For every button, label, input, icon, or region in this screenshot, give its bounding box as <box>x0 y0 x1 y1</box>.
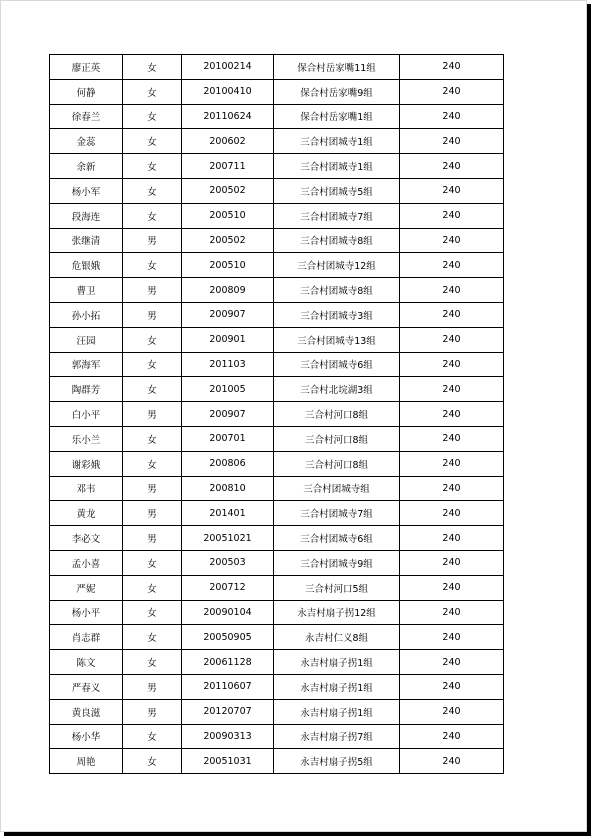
name-cell: 廖正英 <box>50 55 123 80</box>
table-row <box>50 253 504 278</box>
table-row <box>50 278 504 303</box>
gender-cell: 女 <box>123 625 182 650</box>
gender-cell: 女 <box>123 749 182 774</box>
amount-cell: 240 <box>400 203 504 228</box>
date-cell: 200809 <box>182 278 274 303</box>
date-cell: 20090313 <box>182 724 274 749</box>
gender-cell: 女 <box>123 575 182 600</box>
amount-cell: 240 <box>400 699 504 724</box>
gender-cell: 女 <box>123 352 182 377</box>
address-cell: 三合村团城寺1组 <box>274 129 400 154</box>
page-shadow-right <box>587 4 591 836</box>
date-cell: 200502 <box>182 228 274 253</box>
amount-cell: 240 <box>400 550 504 575</box>
name-cell: 陶群芳 <box>50 377 123 402</box>
address-cell: 三合村团城寺9组 <box>274 550 400 575</box>
address-cell: 三合村团城寺5组 <box>274 178 400 203</box>
table-row <box>50 55 504 80</box>
table-row <box>50 650 504 675</box>
date-cell: 200810 <box>182 476 274 501</box>
date-cell: 201401 <box>182 501 274 526</box>
address-cell: 三合村团城寺6组 <box>274 352 400 377</box>
date-cell: 200602 <box>182 129 274 154</box>
name-cell: 邓韦 <box>50 476 123 501</box>
name-cell: 谢彩娥 <box>50 451 123 476</box>
name-cell: 严春义 <box>50 674 123 699</box>
amount-cell: 240 <box>400 129 504 154</box>
gender-cell: 女 <box>123 724 182 749</box>
address-cell: 永吉村扇子拐1组 <box>274 674 400 699</box>
amount-cell: 240 <box>400 526 504 551</box>
amount-cell: 240 <box>400 674 504 699</box>
name-cell: 郭海军 <box>50 352 123 377</box>
table-row <box>50 724 504 749</box>
address-cell: 保合村岳家嘴11组 <box>274 55 400 80</box>
name-cell: 杨小平 <box>50 600 123 625</box>
table-row <box>50 550 504 575</box>
gender-cell: 女 <box>123 129 182 154</box>
name-cell: 李必文 <box>50 526 123 551</box>
address-cell: 三合村河口8组 <box>274 451 400 476</box>
table-row <box>50 79 504 104</box>
date-cell: 20051031 <box>182 749 274 774</box>
address-cell: 三合村团城寺8组 <box>274 278 400 303</box>
gender-cell: 女 <box>123 253 182 278</box>
name-cell: 杨小军 <box>50 178 123 203</box>
date-cell: 200907 <box>182 302 274 327</box>
date-cell: 200907 <box>182 402 274 427</box>
table-row <box>50 327 504 352</box>
address-cell: 三合村团城寺3组 <box>274 302 400 327</box>
table-row <box>50 302 504 327</box>
table-row <box>50 426 504 451</box>
gender-cell: 男 <box>123 278 182 303</box>
address-cell: 三合村团城寺组 <box>274 476 400 501</box>
roster-table <box>49 54 504 774</box>
name-cell: 段海连 <box>50 203 123 228</box>
name-cell: 黄龙 <box>50 501 123 526</box>
gender-cell: 男 <box>123 476 182 501</box>
amount-cell: 240 <box>400 749 504 774</box>
amount-cell: 240 <box>400 327 504 352</box>
date-cell: 20120707 <box>182 699 274 724</box>
address-cell: 保合村岳家嘴9组 <box>274 79 400 104</box>
amount-cell: 240 <box>400 625 504 650</box>
address-cell: 三合村团城寺6组 <box>274 526 400 551</box>
date-cell: 200701 <box>182 426 274 451</box>
date-cell: 200502 <box>182 178 274 203</box>
address-cell: 三合村团城寺1组 <box>274 154 400 179</box>
table-row <box>50 402 504 427</box>
table-row <box>50 451 504 476</box>
amount-cell: 240 <box>400 178 504 203</box>
amount-cell: 240 <box>400 426 504 451</box>
name-cell: 周艳 <box>50 749 123 774</box>
address-cell: 永吉村扇子拐1组 <box>274 699 400 724</box>
name-cell: 徐春兰 <box>50 104 123 129</box>
address-cell: 三合村河口8组 <box>274 426 400 451</box>
address-cell: 三合村团城寺8组 <box>274 228 400 253</box>
table-row <box>50 501 504 526</box>
name-cell: 危银娥 <box>50 253 123 278</box>
name-cell: 黄良滋 <box>50 699 123 724</box>
gender-cell: 女 <box>123 203 182 228</box>
gender-cell: 女 <box>123 327 182 352</box>
address-cell: 永吉村仁义8组 <box>274 625 400 650</box>
amount-cell: 240 <box>400 724 504 749</box>
roster-table-body <box>50 55 504 774</box>
date-cell: 20100410 <box>182 79 274 104</box>
name-cell: 白小平 <box>50 402 123 427</box>
gender-cell: 男 <box>123 302 182 327</box>
gender-cell: 女 <box>123 377 182 402</box>
address-cell: 三合村团城寺12组 <box>274 253 400 278</box>
name-cell: 杨小华 <box>50 724 123 749</box>
name-cell: 肖志群 <box>50 625 123 650</box>
name-cell: 余新 <box>50 154 123 179</box>
date-cell: 20090104 <box>182 600 274 625</box>
amount-cell: 240 <box>400 650 504 675</box>
name-cell: 孙小拓 <box>50 302 123 327</box>
date-cell: 200712 <box>182 575 274 600</box>
amount-cell: 240 <box>400 352 504 377</box>
amount-cell: 240 <box>400 278 504 303</box>
gender-cell: 男 <box>123 402 182 427</box>
amount-cell: 240 <box>400 377 504 402</box>
amount-cell: 240 <box>400 79 504 104</box>
date-cell: 20051021 <box>182 526 274 551</box>
address-cell: 保合村岳家嘴1组 <box>274 104 400 129</box>
table-row <box>50 674 504 699</box>
date-cell: 200901 <box>182 327 274 352</box>
name-cell: 金蕊 <box>50 129 123 154</box>
name-cell: 汪园 <box>50 327 123 352</box>
gender-cell: 女 <box>123 426 182 451</box>
name-cell: 孟小喜 <box>50 550 123 575</box>
amount-cell: 240 <box>400 104 504 129</box>
date-cell: 20061128 <box>182 650 274 675</box>
date-cell: 200510 <box>182 203 274 228</box>
table-row <box>50 476 504 501</box>
table-row <box>50 203 504 228</box>
date-cell: 20110607 <box>182 674 274 699</box>
gender-cell: 男 <box>123 526 182 551</box>
gender-cell: 女 <box>123 104 182 129</box>
gender-cell: 男 <box>123 699 182 724</box>
address-cell: 永吉村扇子拐1组 <box>274 650 400 675</box>
date-cell: 200711 <box>182 154 274 179</box>
amount-cell: 240 <box>400 575 504 600</box>
amount-cell: 240 <box>400 228 504 253</box>
date-cell: 20100214 <box>182 55 274 80</box>
gender-cell: 女 <box>123 451 182 476</box>
gender-cell: 女 <box>123 55 182 80</box>
address-cell: 三合村河口5组 <box>274 575 400 600</box>
date-cell: 20110624 <box>182 104 274 129</box>
gender-cell: 女 <box>123 178 182 203</box>
table-row <box>50 129 504 154</box>
name-cell: 何静 <box>50 79 123 104</box>
table-row <box>50 575 504 600</box>
date-cell: 200806 <box>182 451 274 476</box>
address-cell: 三合村团城寺7组 <box>274 501 400 526</box>
gender-cell: 女 <box>123 550 182 575</box>
address-cell: 三合村河口8组 <box>274 402 400 427</box>
date-cell: 201005 <box>182 377 274 402</box>
amount-cell: 240 <box>400 154 504 179</box>
name-cell: 乐小兰 <box>50 426 123 451</box>
amount-cell: 240 <box>400 600 504 625</box>
date-cell: 20050905 <box>182 625 274 650</box>
table-row <box>50 699 504 724</box>
name-cell: 张继清 <box>50 228 123 253</box>
amount-cell: 240 <box>400 476 504 501</box>
table-row <box>50 352 504 377</box>
amount-cell: 240 <box>400 253 504 278</box>
name-cell: 陈文 <box>50 650 123 675</box>
gender-cell: 女 <box>123 650 182 675</box>
address-cell: 永吉村扇子拐5组 <box>274 749 400 774</box>
table-row <box>50 154 504 179</box>
gender-cell: 女 <box>123 600 182 625</box>
table-row <box>50 749 504 774</box>
amount-cell: 240 <box>400 402 504 427</box>
table-row <box>50 625 504 650</box>
gender-cell: 男 <box>123 674 182 699</box>
gender-cell: 男 <box>123 228 182 253</box>
table-row <box>50 104 504 129</box>
amount-cell: 240 <box>400 501 504 526</box>
date-cell: 201103 <box>182 352 274 377</box>
table-row <box>50 377 504 402</box>
table-row <box>50 600 504 625</box>
gender-cell: 女 <box>123 79 182 104</box>
address-cell: 永吉村扇子拐12组 <box>274 600 400 625</box>
address-cell: 三合村团城寺7组 <box>274 203 400 228</box>
amount-cell: 240 <box>400 55 504 80</box>
address-cell: 永吉村扇子拐7组 <box>274 724 400 749</box>
date-cell: 200503 <box>182 550 274 575</box>
date-cell: 200510 <box>182 253 274 278</box>
amount-cell: 240 <box>400 451 504 476</box>
gender-cell: 女 <box>123 154 182 179</box>
table-row <box>50 228 504 253</box>
name-cell: 严妮 <box>50 575 123 600</box>
address-cell: 三合村团城寺13组 <box>274 327 400 352</box>
gender-cell: 男 <box>123 501 182 526</box>
table-row <box>50 526 504 551</box>
table-row <box>50 178 504 203</box>
address-cell: 三合村北垸湖3组 <box>274 377 400 402</box>
page-shadow-bottom <box>4 832 591 836</box>
amount-cell: 240 <box>400 302 504 327</box>
name-cell: 曹卫 <box>50 278 123 303</box>
